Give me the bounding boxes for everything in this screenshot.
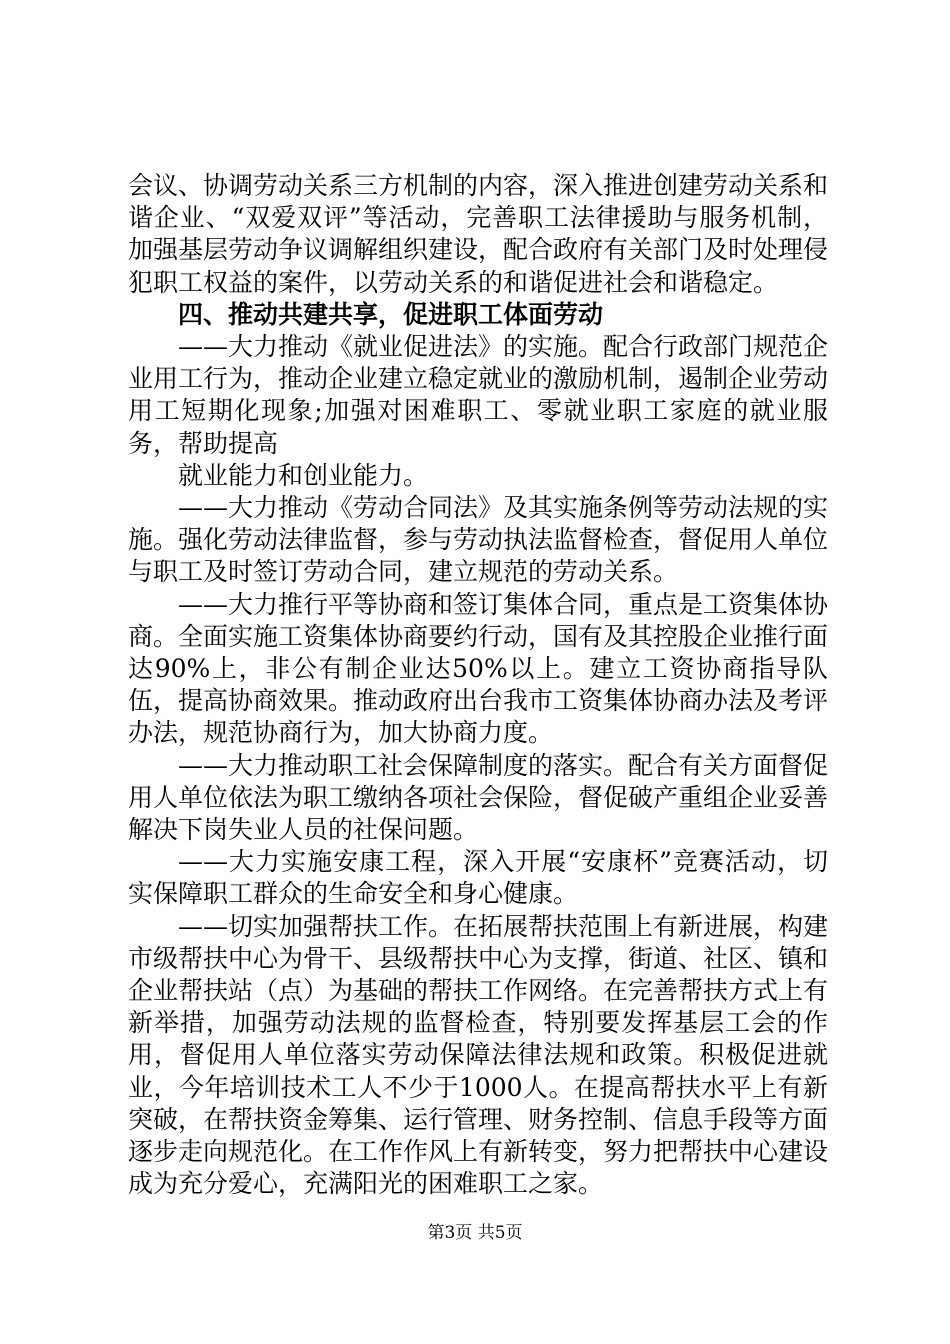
paragraph: ——大力推行平等协商和签订集体合同，重点是工资集体协商。全面实施工资集体协商要约行动，国有及其控股企业推行面达90%上，非公有制企业达50%以上。建立工资协商指导队伍，提高协商效果。推动政府出台我市工资集体协商办法及考评办法，规范协商行为，加大协商力度。 (128, 589, 829, 748)
paragraph: 就业能力和创业能力。 (178, 460, 429, 490)
document-body (128, 170, 828, 1201)
paragraph: ——大力推动职工社会保障制度的落实。配合有关方面督促用人单位依法为职工缴纳各项社会保险，督促破产重组企业妥善解决下岗失业人员的社保问题。 (128, 750, 829, 845)
page-number-footer: 第3页 共5页 (427, 1223, 523, 1243)
paragraph: ——切实加强帮扶工作。在拓展帮扶范围上有新进展，构建市级帮扶中心为骨干、县级帮扶中心为支撑，街道、社区、镇和企业帮扶站（点）为基础的帮扶工作网络。在完善帮扶方式上有新举措，加强劳动法规的监督检查，特别要发挥基层工会的作用，督促用人单位落实劳动保障法律法规和政策。积极促进就业，今年培训技术工人不少于1000人。在提高帮扶水平上有新突破，在帮扶资金筹集、运行管理、财务控制、信息手段等方面逐步走向规范化。在工作作风上有新转变，努力把帮扶中心建设成为充分爱心，充满阳光的困难职工之家。 (128, 911, 829, 1199)
paragraph: ——大力推动《劳动合同法》及其实施条例等劳动法规的实施。强化劳动法律监督，参与劳动执法监督检查，督促用人单位与职工及时签订劳动合同，建立规范的劳动关系。 (128, 493, 829, 587)
paragraph: ——大力实施安康工程，深入开展“安康杯”竞赛活动，切实保障职工群众的生命安全和身心健康。 (128, 847, 828, 909)
section-heading: 四、推动共建共享，促进职工体面劳动 (178, 299, 604, 329)
paragraph-continuation: 会议、协调劳动关系三方机制的内容，深入推进创建劳动关系和谐企业、“双爱双评”等活动，完善职工法律援助与服务机制，加强基层劳动争议调解组织建设，配合政府有关部门及时处理侵犯职工权益的案件，以劳动关系的和谐促进社会和谐稳定。 (128, 171, 829, 297)
paragraph: ——大力推动《就业促进法》的实施。配合行政部门规范企业用工行为，推动企业建立稳定就业的激励机制，遏制企业劳动用工短期化现象;加强对困难职工、零就业职工家庭的就业服务，帮助提高 (128, 332, 829, 458)
